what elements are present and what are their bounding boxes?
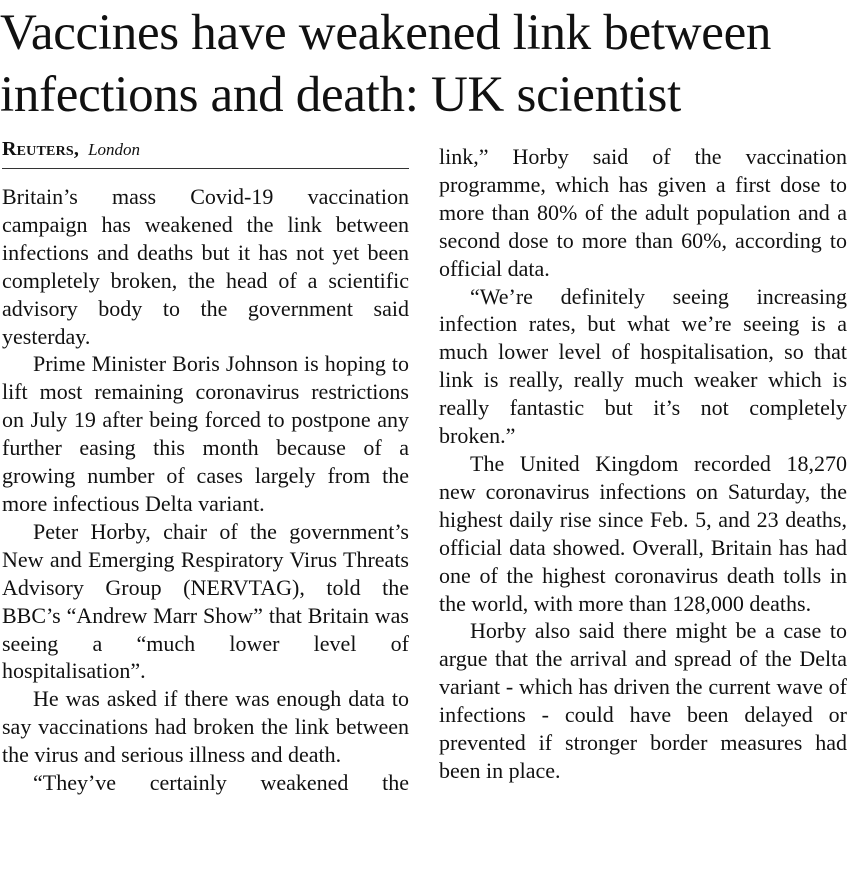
headline-line-2: infections and death: UK scientist <box>0 67 681 123</box>
article-paragraph: Peter Horby, chair of the government’s New and Emerging Respiratory Virus Threats Advisory Group (NERVTAG), told the BBC’s “Andrew Marr Show” that Britain was seeing a “much lower level of hospitalisation”. <box>2 518 409 684</box>
byline <box>2 136 409 163</box>
article-paragraph: Horby also said there might be a case to argue that the arrival and spread of the Delta variant - which has driven the current wave of infections - could have been delayed or prevented if stronger border measures had been in place. <box>439 618 847 783</box>
article-paragraph: The United Kingdom recorded 18,270 new coronavirus infections on Saturday, the highest daily rise since Feb. 5, and 23 deaths, official data showed. Overall, Britain has had one of the highest coronavirus death tolls in the world, with more than 128,000 deaths. <box>439 450 847 616</box>
byline-city: London <box>88 140 141 159</box>
article-column-left <box>2 183 409 797</box>
article-paragraph: “We’re definitely seeing increasing infection rates, but what we’re seeing is a much lower level of hospitalisation, so that link is really, really much weaker which is really fantastic but it’s not completely broken.” <box>439 283 847 449</box>
article-paragraph: He was asked if there was enough data to say vaccinations had broken the link between the virus and serious illness and death. <box>2 686 409 768</box>
headline <box>0 2 848 126</box>
article-paragraph: Britain’s mass Covid-19 vaccination campaign has weakened the link between infections and deaths but it has not yet been completely broken, the head of a scientific advisory body to the government said yesterday. <box>2 184 409 349</box>
headline-line-1: Vaccines have weakened link between <box>0 5 772 61</box>
article-column-right <box>439 143 847 785</box>
article-paragraph: “They’ve certainly weakened the <box>33 770 409 796</box>
byline-agency: Reuters, <box>2 138 80 160</box>
byline-divider <box>2 168 409 169</box>
article-paragraph: link,” Horby said of the vaccination programme, which has given a first dose to more than 80% of the adult population and a second dose to more than 60%, according to official data. <box>439 144 847 281</box>
article-paragraph: Prime Minister Boris Johnson is hoping to lift most remaining coronavirus restrictions on July 19 after being forced to postpone any further easing this month because of a growing number of cases largely from the more infectious Delta variant. <box>2 351 409 516</box>
